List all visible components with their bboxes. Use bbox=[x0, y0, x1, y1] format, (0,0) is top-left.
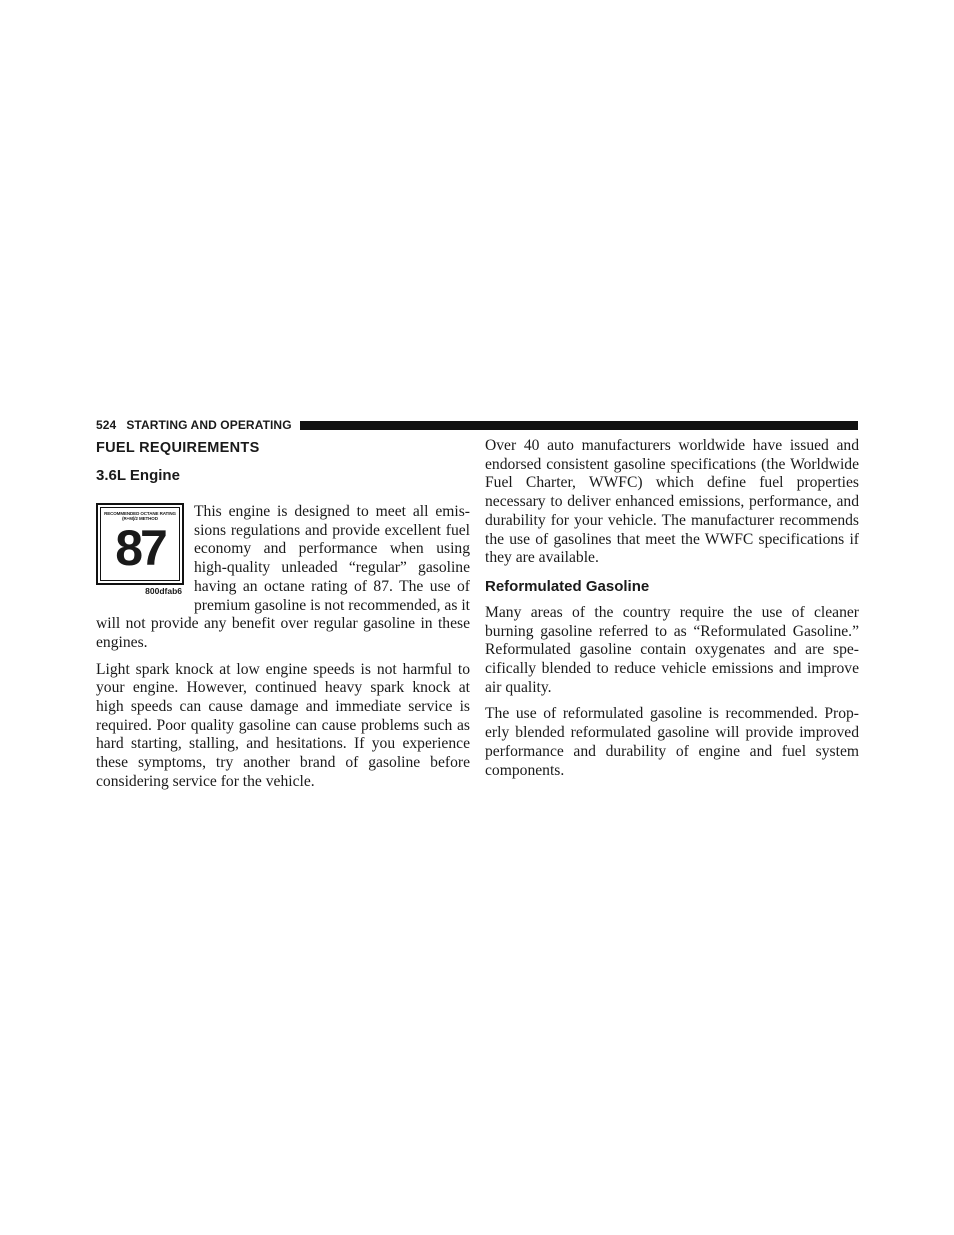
right-column bbox=[485, 437, 859, 780]
octane-rating-label bbox=[96, 503, 184, 585]
section-title: STARTING AND OPERATING bbox=[126, 418, 292, 432]
page-header bbox=[96, 417, 858, 433]
paragraph-wwfc: Over 40 auto manufacturers worldwide have issued and endorsed consistent gasoline specifications (the Worldwide Fuel Charter, WWFC) which define fuel properties necessary to deliver enhanced emissions, performance, and durability for your vehicle. The manufacturer recommends the use of gasolines that meet the WWFC specifications if they are available. bbox=[485, 437, 859, 567]
paragraph-reformulated-use: The use of reformulated gasoline is recommended. Properly blended reformulated gasoline will provide improved performance and durability of engine and fuel system components. bbox=[485, 705, 859, 779]
octane-label-text: RECOMMENDED OCTANE RATING (R+M)/2 METHOD bbox=[104, 511, 176, 521]
engine-intro bbox=[96, 503, 470, 653]
section-heading: FUEL REQUIREMENTS bbox=[96, 440, 260, 456]
octane-number: 87 bbox=[115, 520, 165, 576]
paragraph-spark-knock: Light spark knock at low engine speeds is not harmful to your engine. However, continued heavy spark knock at high speeds can cause damage and immediate service is required. Poor quality gasoline can cause problems such as hard starting, stalling, and hesitations. If you experience these symptoms, try another brand of gasoline before considering service for the vehicle. bbox=[96, 660, 470, 790]
subsection-heading: 3.6L Engine bbox=[96, 467, 180, 484]
paragraph-engine-design: This engine is designed to meet all emissions regulations and provide excellent fuel economy and performance when using high-quality unleaded “regular” gasoline having an octane rating of 87. The use of premium gasoline is not recommended, as it will not provide any benefit over regular gasoline in these engines. bbox=[96, 503, 470, 651]
header-rule bbox=[300, 421, 858, 430]
left-column bbox=[96, 437, 470, 792]
paragraph-reformulated-areas: Many areas of the country require the use of cleaner burning gasoline referred to as “Reformulated Gasoline.” Reformulated gasoline contain oxygenates and are specifically blended to reduce vehicle emissions and improve air quality. bbox=[485, 603, 859, 696]
figure-code: 800dfab6 bbox=[145, 586, 182, 596]
page-number: 524 bbox=[96, 418, 117, 432]
subsection-heading-reformulated: Reformulated Gasoline bbox=[485, 577, 650, 595]
octane-label-figure bbox=[96, 503, 184, 596]
